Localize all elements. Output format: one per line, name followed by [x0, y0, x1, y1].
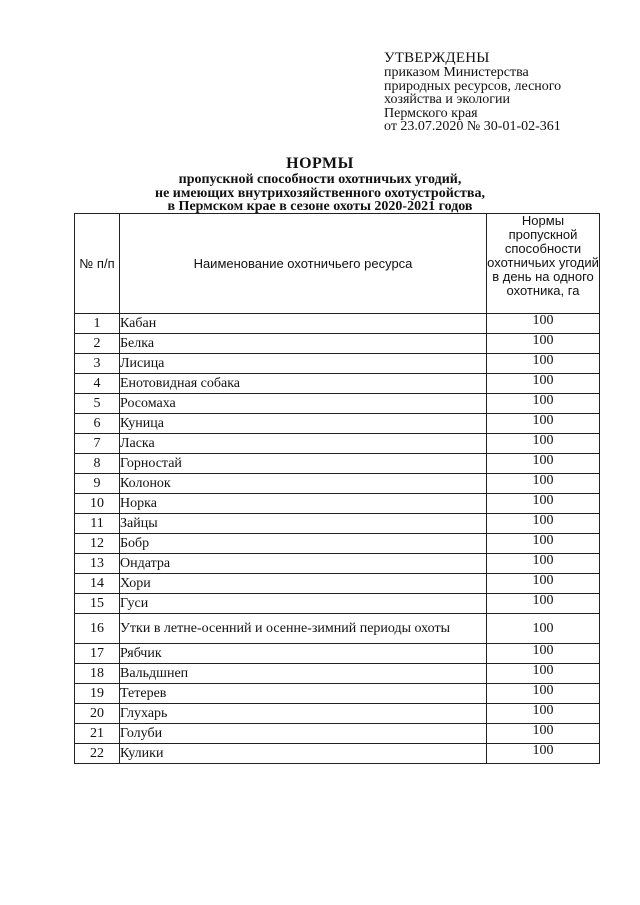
table-row	[75, 514, 600, 534]
norm-value: 100	[487, 684, 600, 704]
norm-value: 100	[487, 704, 600, 724]
resource-name: Кабан	[120, 314, 487, 334]
table-row	[75, 614, 600, 644]
table-row	[75, 434, 600, 454]
norm-value: 100	[487, 744, 600, 764]
resource-name: Утки в летне-осенний и осенне-зимний периоды охоты	[120, 614, 487, 644]
approval-heading: УТВЕРЖДЕНЫ	[384, 50, 490, 66]
header-number: № п/п	[75, 214, 120, 314]
resource-name: Ондатра	[120, 554, 487, 574]
norm-value: 100	[487, 664, 600, 684]
table-row	[75, 554, 600, 574]
table-row	[75, 684, 600, 704]
norm-value: 100	[487, 474, 600, 494]
resource-name: Куница	[120, 414, 487, 434]
table-row	[75, 474, 600, 494]
resource-name: Енотовидная собака	[120, 374, 487, 394]
title-line: в Пермском крае в сезоне охоты 2020-2021 годов	[167, 199, 473, 215]
row-number: 17	[75, 644, 120, 664]
row-number: 15	[75, 594, 120, 614]
table-row	[75, 334, 600, 354]
resource-name: Тетерев	[120, 684, 487, 704]
norm-value: 100	[487, 554, 600, 574]
row-number: 7	[75, 434, 120, 454]
resource-name: Лисица	[120, 354, 487, 374]
row-number: 16	[75, 614, 120, 644]
table-row	[75, 314, 600, 334]
table-row	[75, 394, 600, 414]
approval-line: Пермского края	[384, 105, 478, 121]
resource-name: Гуси	[120, 594, 487, 614]
table-row	[75, 574, 600, 594]
norm-value: 100	[487, 414, 600, 434]
table-row	[75, 744, 600, 764]
row-number: 3	[75, 354, 120, 374]
table-header-row	[75, 214, 600, 314]
resource-name: Колонок	[120, 474, 487, 494]
row-number: 21	[75, 724, 120, 744]
table-row	[75, 414, 600, 434]
row-number: 14	[75, 574, 120, 594]
norm-value: 100	[487, 334, 600, 354]
row-number: 22	[75, 744, 120, 764]
norm-value: 100	[487, 374, 600, 394]
row-number: 19	[75, 684, 120, 704]
table-row	[75, 454, 600, 474]
row-number: 8	[75, 454, 120, 474]
row-number: 5	[75, 394, 120, 414]
approval-line: природных ресурсов, лесного	[384, 78, 562, 94]
row-number: 10	[75, 494, 120, 514]
row-number: 4	[75, 374, 120, 394]
approval-order-line: от 23.07.2020 № 30-01-02-361	[384, 119, 561, 135]
resource-name: Хори	[120, 574, 487, 594]
resource-name: Норка	[120, 494, 487, 514]
resource-name: Вальдшнеп	[120, 664, 487, 684]
resource-name: Голуби	[120, 724, 487, 744]
table-row	[75, 534, 600, 554]
row-number: 11	[75, 514, 120, 534]
norm-value: 100	[487, 394, 600, 414]
norm-value: 100	[487, 514, 600, 534]
norm-value: 100	[487, 494, 600, 514]
norm-value: 100	[487, 434, 600, 454]
title-line: не имеющих внутрихозяйственного охотустройства,	[155, 185, 485, 201]
row-number: 13	[75, 554, 120, 574]
norm-value: 100	[487, 614, 600, 644]
header-resource-name: Наименование охотничьего ресурса	[120, 214, 487, 314]
resource-name: Рябчик	[120, 644, 487, 664]
norm-value: 100	[487, 534, 600, 554]
row-number: 18	[75, 664, 120, 684]
resource-name: Кулики	[120, 744, 487, 764]
resource-name: Бобр	[120, 534, 487, 554]
norm-value: 100	[487, 354, 600, 374]
table-row	[75, 724, 600, 744]
document-title	[60, 156, 580, 214]
row-number: 2	[75, 334, 120, 354]
row-number: 20	[75, 704, 120, 724]
norm-value: 100	[487, 574, 600, 594]
table-row	[75, 494, 600, 514]
norms-table	[74, 213, 600, 764]
norm-value: 100	[487, 314, 600, 334]
title-line: пропускной способности охотничьих угодий,	[178, 172, 462, 187]
approval-line: хозяйства и экологии	[384, 92, 511, 108]
row-number: 12	[75, 534, 120, 554]
resource-name: Горностай	[120, 454, 487, 474]
header-norm: Нормы пропускной способности охотничьих угодий в день на одного охотника, га	[487, 214, 600, 314]
norm-value: 100	[487, 594, 600, 614]
table-row	[75, 644, 600, 664]
table-row	[75, 594, 600, 614]
title-main: НОРМЫ	[286, 155, 354, 172]
resource-name: Ласка	[120, 434, 487, 454]
table-row	[75, 354, 600, 374]
table-row	[75, 704, 600, 724]
approval-line: приказом Министерства	[384, 65, 529, 81]
norm-value: 100	[487, 454, 600, 474]
resource-name: Глухарь	[120, 704, 487, 724]
row-number: 9	[75, 474, 120, 494]
norm-value: 100	[487, 644, 600, 664]
table-row	[75, 374, 600, 394]
table-row	[75, 664, 600, 684]
row-number: 1	[75, 314, 120, 334]
resource-name: Зайцы	[120, 514, 487, 534]
resource-name: Росомаха	[120, 394, 487, 414]
row-number: 6	[75, 414, 120, 434]
resource-name: Белка	[120, 334, 487, 354]
norm-value: 100	[487, 724, 600, 744]
approval-block	[384, 52, 624, 133]
